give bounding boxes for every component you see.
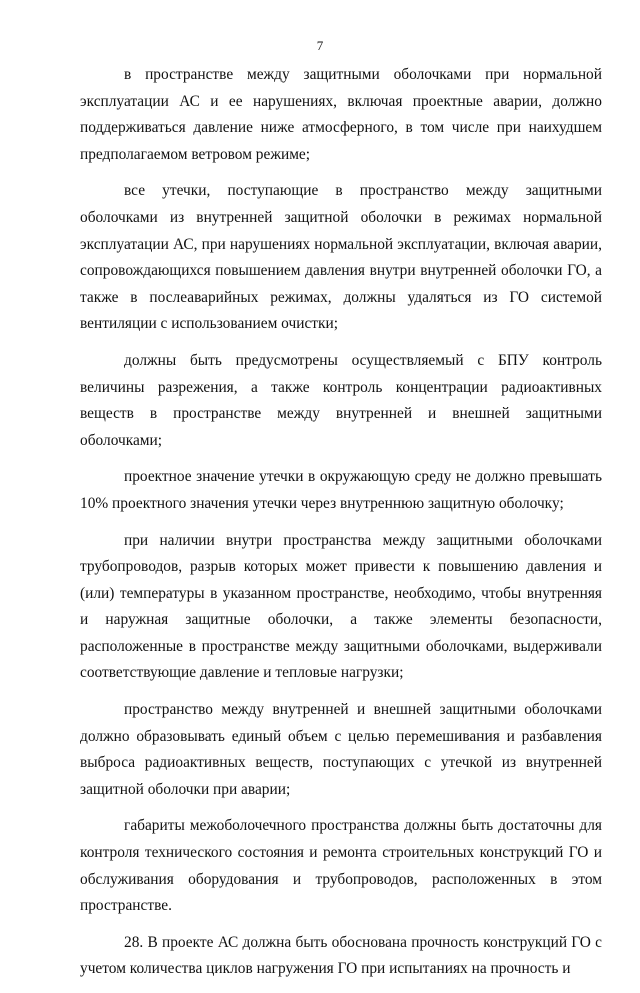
paragraph-design-leak-limit: проектное значение утечки в окружающую среду не должно превышать 10% проектного значения утечки через внутреннюю защитную оболочку; [80,468,602,512]
paragraph-interspace-dimensions: габариты межоболочечного пространства должны быть достаточны для контроля технического состояния и ремонта строительных конструкций ГО и обслуживания оборудования и трубопроводов, расположенных в этом пространстве. [80,817,602,915]
paragraph-single-volume: пространство между внутренней и внешней защитными оболочками должно образовывать единый объем с целью перемешивания и разбавления выброса радиоактивных веществ, поступающих с утечкой из внутренней защитной оболочки при аварии; [80,701,602,798]
page-number: 7 [316,38,324,53]
document-body [80,62,602,993]
paragraph-item-28: 28. В проекте АС должна быть обоснована прочность конструкций ГО с учетом количества циклов нагружения ГО при испытаниях на прочность и [80,933,602,978]
paragraph-leak-removal: все утечки, поступающие в пространство между защитными оболочками из внутренней защитной оболочки в режимах нормальной эксплуатации АС, при нарушениях нормальной эксплуатации, включая аварии, сопровождающихся повышением давления внутри внутренней оболочки ГО, а также в послеаварийных режимах, должны удаляться из ГО системой вентиляции с использованием очистки; [80,182,602,333]
paragraph-pipeline-rupture: при наличии внутри пространства между защитными оболочками трубопроводов, разрыв которых может привести к повышению давления и (или) температуры в указанном пространстве, необходимо, чтобы внутренняя и наружная защитные оболочки, а также элементы безопасности, расположенные в пространстве между защитными оболочками, выдерживали соответствующие давление и тепловые нагрузки; [80,531,602,682]
paragraph-pressure-between-shells: в пространстве между защитными оболочками при нормальной эксплуатации АС и ее нарушениях, включая проектные аварии, должно поддерживаться давление ниже атмосферного, в том числе при наихудшем предполагаемом ветровом режиме; [80,66,602,163]
paragraph-vacuum-control: должны быть предусмотрены осуществляемый с БПУ контроль величины разрежения, а также контроль концентрации радиоактивных веществ в пространстве между внутренней и внешней защитными оболочками; [80,351,602,449]
